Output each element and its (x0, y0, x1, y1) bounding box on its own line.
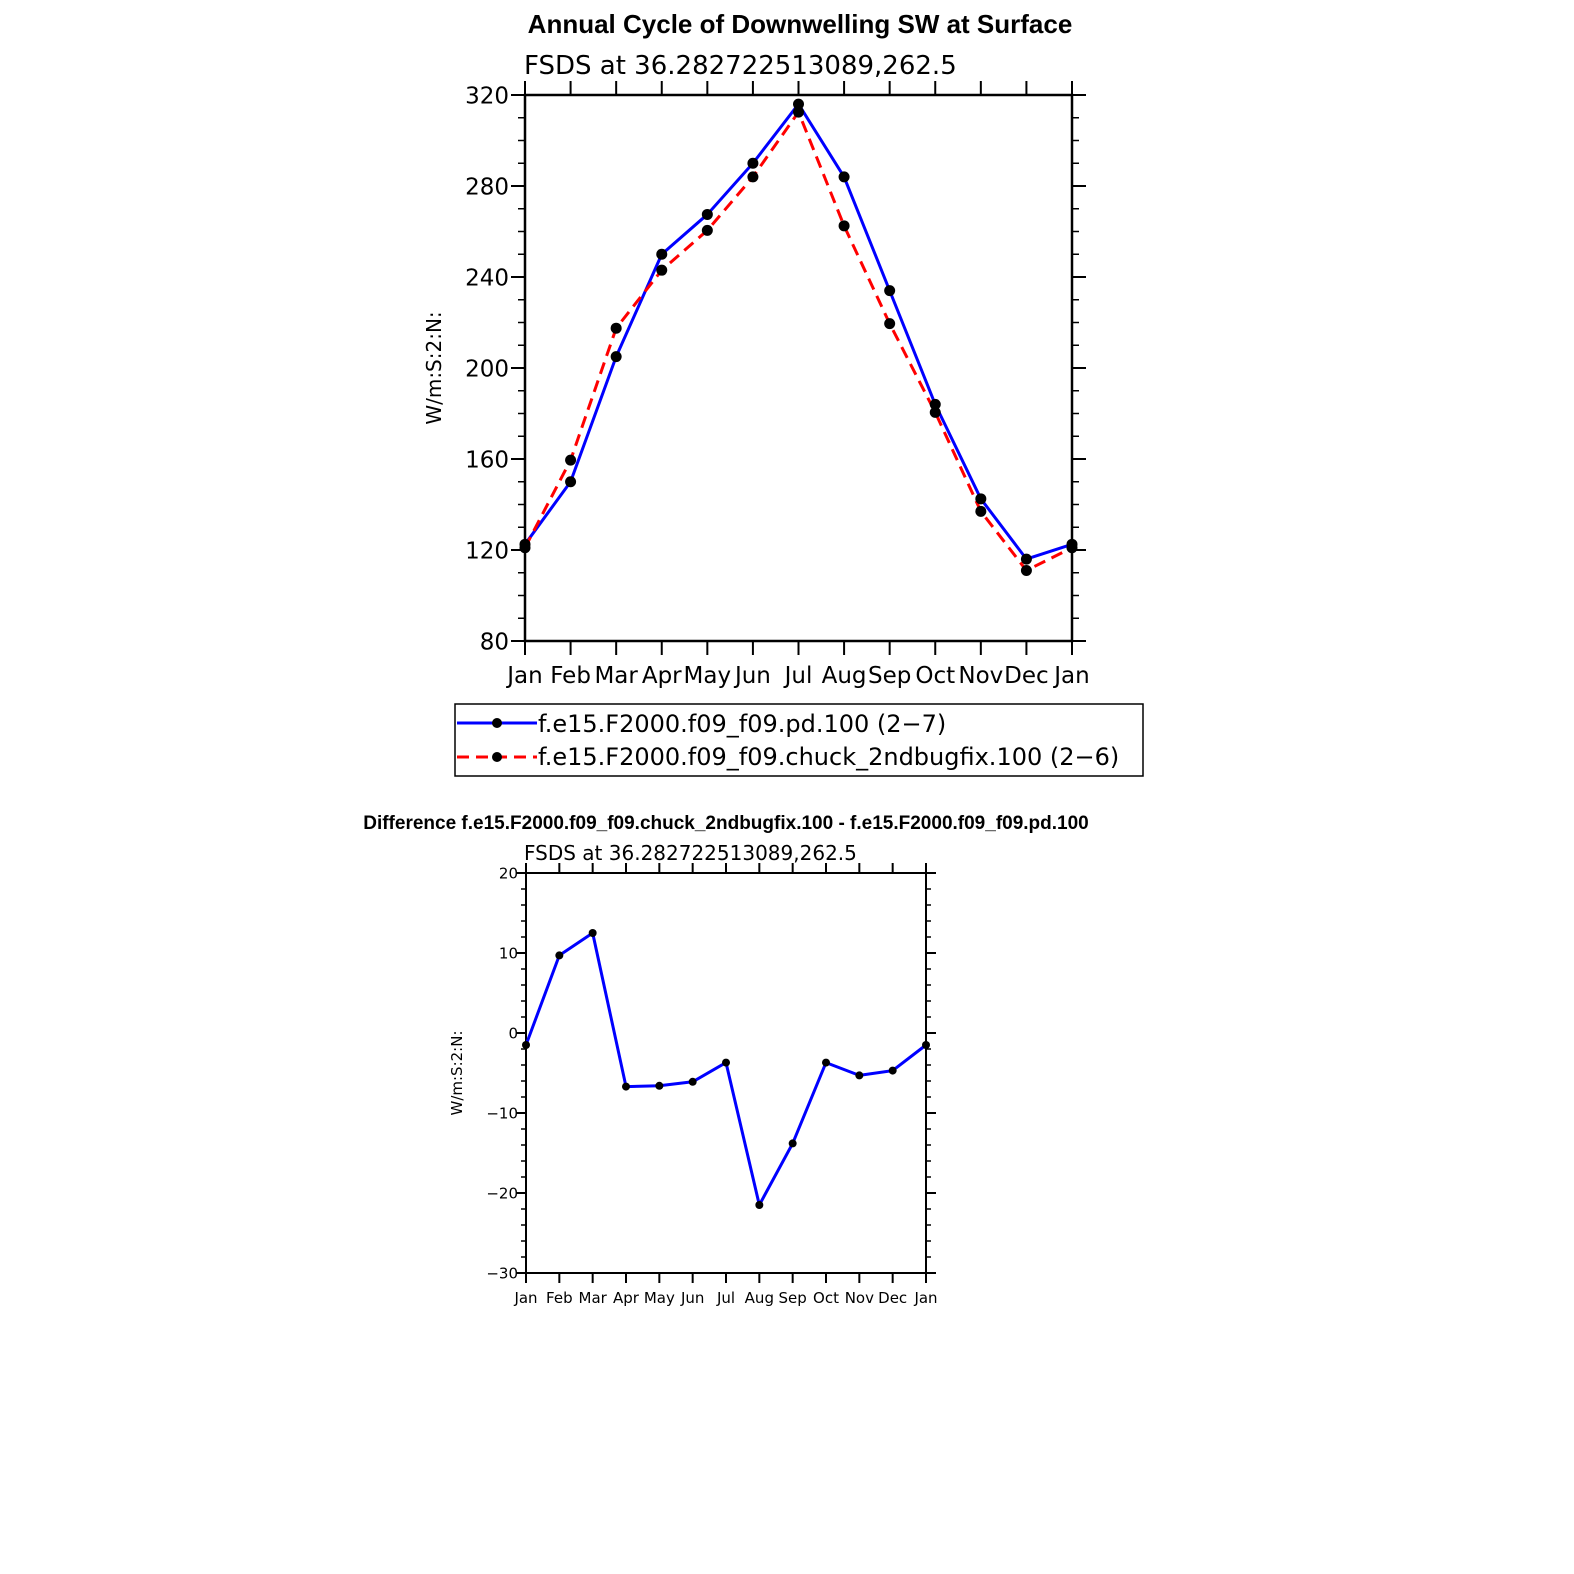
x-tick-label: Apr (641, 663, 682, 689)
x-tick-label: Jun (734, 663, 771, 689)
y-tick-label: 200 (465, 356, 509, 383)
y-tick-label: −10 (486, 1104, 518, 1123)
legend-label-2: f.e15.F2000.f09_f09.chuck_2ndbugfix.100 (2−6) (538, 743, 1120, 771)
data-point-2 (1021, 565, 1032, 576)
data-point-1 (522, 1041, 530, 1049)
y-tick-label: −30 (486, 1264, 518, 1283)
data-point-1 (789, 1139, 797, 1147)
chart-top (422, 9, 1090, 689)
x-tick-label: Dec (878, 1289, 908, 1307)
x-tick-label: Dec (1004, 663, 1049, 689)
series-line-1 (525, 104, 1072, 559)
x-tick-label: Jul (784, 663, 813, 689)
chart-top-axes (511, 81, 1086, 655)
legend-marker-1 (492, 718, 502, 728)
chart-bottom-ylabel: W/m:S:2:N: (448, 1030, 466, 1116)
y-tick-label: −20 (486, 1184, 518, 1203)
x-tick-label: May (643, 1289, 675, 1307)
y-tick-label: 320 (465, 83, 509, 110)
data-point-1 (755, 1201, 763, 1209)
data-point-2 (702, 225, 713, 236)
data-point-1 (889, 1067, 897, 1075)
data-point-2 (975, 506, 986, 517)
x-tick-label: Jul (716, 1289, 736, 1307)
chart-top-subtitle: FSDS at 36.282722513089,262.5 (524, 51, 957, 81)
data-point-1 (839, 171, 850, 182)
data-point-1 (1021, 554, 1032, 565)
y-tick-label: 240 (465, 265, 509, 292)
x-tick-label: Sep (778, 1289, 807, 1307)
x-tick-label: Jan (514, 1289, 538, 1307)
data-point-1 (822, 1059, 830, 1067)
x-tick-label: Nov (958, 663, 1004, 689)
y-tick-label: 280 (465, 174, 509, 201)
data-point-2 (565, 455, 576, 466)
y-tick-label: 160 (465, 447, 509, 474)
data-point-1 (689, 1078, 697, 1086)
data-point-2 (520, 542, 531, 553)
chart-bottom (363, 813, 1089, 1307)
chart-top-ylabel: W/m:S:2:N: (422, 311, 446, 425)
data-point-2 (611, 323, 622, 334)
data-point-1 (922, 1041, 930, 1049)
x-tick-label: Jan (1054, 663, 1090, 689)
x-tick-label: Feb (550, 663, 591, 689)
data-point-1 (884, 285, 895, 296)
data-point-2 (930, 407, 941, 418)
x-tick-label: Mar (594, 663, 638, 689)
data-point-1 (611, 351, 622, 362)
legend-marker-2 (492, 752, 502, 762)
plot-frame (525, 95, 1072, 641)
data-point-1 (555, 951, 563, 959)
chart-top-tick-labels (465, 83, 1090, 689)
data-point-1 (855, 1071, 863, 1079)
chart-top-legend (455, 704, 1143, 776)
series-line-1 (526, 933, 926, 1205)
data-point-1 (655, 1082, 663, 1090)
data-point-1 (565, 476, 576, 487)
x-tick-label: Jun (680, 1289, 705, 1307)
x-tick-label: Aug (744, 1289, 774, 1307)
data-point-1 (975, 493, 986, 504)
data-point-1 (747, 158, 758, 169)
legend-label-1: f.e15.F2000.f09_f09.pd.100 (2−7) (538, 710, 947, 738)
y-tick-label: 120 (465, 538, 509, 565)
chart-bottom-series (522, 929, 930, 1209)
chart-bottom-tick-labels (486, 864, 937, 1307)
chart-top-series (520, 99, 1078, 576)
chart-top-title: Annual Cycle of Downwelling SW at Surface (527, 9, 1073, 39)
data-point-1 (656, 249, 667, 260)
x-tick-label: Nov (844, 1289, 874, 1307)
x-tick-label: May (683, 663, 732, 689)
x-tick-label: Aug (821, 663, 867, 689)
x-tick-label: Mar (578, 1289, 607, 1307)
x-tick-label: Jan (914, 1289, 938, 1307)
data-point-2 (884, 318, 895, 329)
data-point-2 (747, 171, 758, 182)
x-tick-label: Oct (813, 1289, 839, 1307)
y-tick-label: 0 (508, 1024, 518, 1043)
data-point-2 (793, 107, 804, 118)
x-tick-label: Oct (915, 663, 956, 689)
x-tick-label: Sep (867, 663, 912, 689)
data-point-1 (722, 1059, 730, 1067)
data-point-1 (702, 209, 713, 220)
y-tick-label: 10 (498, 944, 518, 963)
y-tick-label: 20 (498, 864, 518, 883)
x-tick-label: Apr (613, 1289, 639, 1307)
x-tick-label: Jan (507, 663, 543, 689)
data-point-1 (622, 1083, 630, 1091)
data-point-2 (656, 265, 667, 276)
x-tick-label: Feb (546, 1289, 573, 1307)
series-line-2 (525, 112, 1072, 570)
y-tick-label: 80 (479, 629, 509, 656)
data-point-1 (589, 929, 597, 937)
legend-entry-2 (457, 743, 1119, 771)
chart-bottom-title: Difference f.e15.F2000.f09_f09.chuck_2ndbugfix.100 - f.e15.F2000.f09_f09.pd.100 (363, 813, 1089, 834)
data-point-2 (1067, 542, 1078, 553)
chart-bottom-subtitle: FSDS at 36.282722513089,262.5 (524, 841, 857, 865)
data-point-2 (839, 220, 850, 231)
